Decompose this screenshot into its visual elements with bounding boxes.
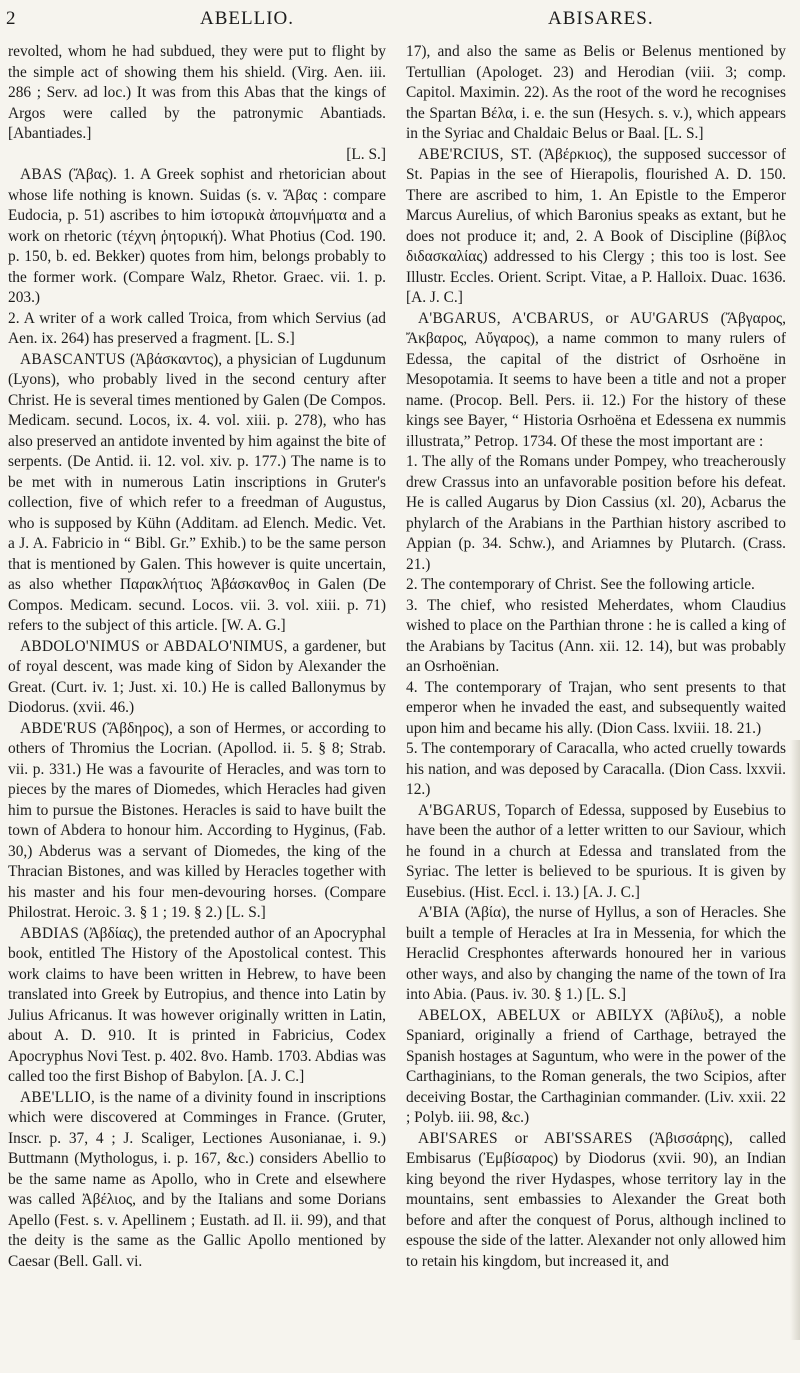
right-running-title: ABISARES. [548,8,654,29]
dictionary-entry [406,903,786,1006]
entry-text: 4. The contemporary of Trajan, who sent presents to that emperor when he invaded the east, and subsequently waited upon him and became his ally. (Dion Cass. lxviii. 18. 21.) [406,678,786,737]
entry-text: (Ἀβάσκαντος), a physician of Lugdunum (Lyons), who probably lived in the second century after Christ. He is several times mentioned by Galen (De Compos. Medicam. secund. Locos, ix. 4. vol. xiii. p. 278), who has also preserved an antidote invented by him against the bite of serpents. (De Antid. ii. 12. vol. xiv. p. 177.) The name is to be met with in numerous Latin inscriptions in Gruter's collection, five of which refer to a freedman of Augustus, who is supposed by Kühn (Additam. ad Elench. Medic. Vet. a J. A. Fabricio in “ Bibl. Gr.” Exhib.) to be the same person that is mentioned by Galen. This however is quite uncertain, as also whether Παρακλήτιος Ἀβάσκανθος in Galen (De Compos. Medicam. secund. Locos. vii. 3. vol. xiii. p. 71) refers to the subject of this article. [W. A. G.] [8,350,386,634]
entry-text: , is the name of a divinity found in inscriptions which were discovered at Comminges in France. (Gruter, Inscr. p. 37, 4 ; J. Scaliger, Lectiones Ausonianae, i. 9.) Buttmann (Mythologus, i. p. 167, &c.) considers Abellio to be the same name as Apollo, who in Crete and elsewhere was called Ἀβέλιος, and by the Italians and some Dorians Apello (Fest. s. v. Apellinem ; Eustath. ad Il. ii. 99), and that the deity is the same as the Gallic Apollo mentioned by Caesar (Bell. Gall. vi. [8,1088,386,1270]
entry-headword: ABDE'RUS [20,719,98,737]
dictionary-entry [8,165,386,309]
dictionary-entry [406,145,786,309]
entry-headword: A'BIA [418,904,460,921]
left-column [8,42,386,1362]
dictionary-entry [8,924,386,1088]
entry-continuation [406,596,786,678]
entry-text: (Ἀβέρκιος), the supposed successor of St. Papias in the see of Hierapolis, flourished A. D. 150. There are ascribed to him, 1. An Epistle to the Emperor Marcus Aurelius, of which Baronius speaks as extant, but he does not produce it; and, 2. A Book of Discipline (βίβλος διδασκαλίας) addressed to his Clergy ; this too is lost. See Illustr. Eccles. Orient. Script. Vitae, a P. Halloix. Duac. 1636. [A. J. C.] [406,145,786,306]
dictionary-entry [406,801,786,904]
entry-text: (Ἀβίλυξ), a noble Spaniard, originally a friend of Carthage, betrayed the Spanish hostages at Saguntum, who were in the power of the Carthaginians, to the Roman generals, the two Scipios, after deceiving Bostar, the Carthaginian commander. (Liv. xxii. 22 ; Polyb. iii. 98, &c.) [406,1006,786,1126]
dictionary-entry [406,1129,786,1273]
entry-continuation [406,678,786,740]
entry-text: 2. The contemporary of Christ. See the following article. [406,576,755,593]
entry-text: (Ἄβας). 1. A Greek sophist and rhetorician about whose life nothing is known. Suidas (s. v. Ἄβας : compare Eudocia, p. 51) ascribes to him ἱστορικὰ ἀπομνήματα and a work on rhetoric (τέχνη ῥητορική). What Photius (Cod. 190. p. 150, b. ed. Bekker) quotes from him, belongs probably to the former work. (Compare Walz, Rhetor. Graec. vii. 1. p. 203.) [8,166,386,306]
entry-headword: A'BGARUS, A'CBARUS, or AU'GARUS [418,309,710,327]
dictionary-entry [8,719,386,924]
entry-text: revolted, whom he had subdued, they were put to flight by the simple act of showing them his shield. (Virg. Aen. iii. 286 ; Serv. ad loc.) It was from this Abas that the kings of Argos were called by the patronymic Abantiads. [Abantiades.] [8,43,386,142]
page-binding-shadow [790,740,800,1340]
entry-text: 5. The contemporary of Caracalla, who acted cruelly towards his nation, and was deposed by Caracalla. (Dion Cass. lxxvii. 12.) [406,740,786,798]
running-header [0,4,800,32]
entry-headword: ABASCANTUS [20,350,126,368]
entry-headword: ABDIAS [20,924,80,942]
entry-text: 1. The ally of the Romans under Pompey, who treacherously drew Crassus into an unfavorable position before his defeat. He is called Augarus by Dion Cassius (xl. 20), Acbarus the phylarch of the Arabians in the Parthian history ascribed to Appian (p. 34. Schw.), and Ariamnes by Plutarch. (Crass. 21.) [406,453,786,573]
entry-text: (Ἄβγαρος, Ἄκβαρος, Αὔγαρος), a name common to many rulers of Edessa, the capital of the district of Osrhoëne in Mesopotamia. It seems to have been a title and not a proper name. (Procop. Bell. Pers. ii. 12.) For the history of these kings see Bayer, “ Historia Osrhoëna et Edessena ex nummis illustrata,” Petrop. 1734. Of these the most important are : [406,309,786,450]
entry-headword: ABDOLO'NIMUS or ABDALO'NIMUS [20,637,284,655]
dictionary-entry [8,350,386,637]
entry-continuation [406,452,786,575]
entry-headword: ABE'LLIO [20,1088,91,1106]
dictionary-entry [406,309,786,453]
entry-continuation [406,575,786,596]
entry-text: 17), and also the same as Belis or Belenus mentioned by Tertullian (Apologet. 23) and Herodian (viii. 3; comp. Capitol. Maximin. 22). As the root of the word he recognises the Spartan Βέλα, i. e. the sun (Hesych. s. v.), which appears in the Syriac and Chaldaic Belus or Baal. [L. S.] [406,43,786,142]
entry-text: , a gardener, but of royal descent, was made king of Sidon by Alexander the Great. (Curt. iv. 1; Just. xi. 10.) He is called Ballonymus by Diodorus. (xvii. 46.) [8,637,386,716]
entry-continuation [406,739,786,801]
entry-continuation [8,309,386,350]
page-number: 2 [6,8,17,29]
entry-headword: ABI'SARES or ABI'SSARES [418,1129,633,1147]
entry-headword: ABELOX, ABELUX or ABILYX [418,1006,654,1024]
entry-text: , Toparch of Edessa, supposed by Eusebius to have been the author of a letter written to our Saviour, which he found in a church at Edessa and translated from the Syriac. The letter is believed to be spurious. It is given by Eusebius. (Hist. Eccl. i. 13.) [A. J. C.] [406,801,786,901]
dictionary-entry [8,1088,386,1273]
entry-text: (Ἀβία), the nurse of Hyllus, a son of Heracles. She built a temple of Heracles at Ira in Messenia, for which the Heraclid Cresphontes afterwards honoured her in various other ways, and also by changing the name of the town of Ira into Abia. (Paus. iv. 30. § 1.) [L. S.] [406,904,786,1003]
dictionary-entry [8,637,386,719]
entry-headword: A'BGARUS [418,801,497,819]
entry-text: (Ἀβισσάρης), called Embisarus (Ἐμβίσαρος) by Diodorus (xvii. 90), an Indian king beyond the river Hydaspes, whose territory lay in the mountains, sent embassies to Alexander the Great both before and after the conquest of Porus, although inclined to espouse the side of the latter. Alexander not only allowed him to retain his kingdom, but increased it, and [406,1129,786,1270]
author-signature: [L. S.] [346,145,386,163]
right-column [406,42,786,1362]
entry-text: 3. The chief, who resisted Meherdates, whom Claudius wished to place on the Parthian throne : he is called a king of the Arabians by Tacitus (Ann. xii. 12. 14), but was probably an Osrhoënian. [406,596,786,675]
entry-continuation [8,42,386,145]
entry-text: 2. A writer of a work called Troica, from which Servius (ad Aen. ix. 264) has preserved a fragment. [L. S.] [8,309,386,347]
entry-text: (Ἀβδίας), the pretended author of an Apocryphal book, entitled The History of the Apostolical contest. This work claims to have been written in Hebrew, to have been translated into Greek by Eutropius, and thence into Latin by Julius Africanus. It was however originally written in Latin, about A. D. 910. It is printed in Fabricius, Codex Apocryphus Novi Test. p. 402. 8vo. Hamb. 1703. Abdias was called too the first Bishop of Babylon. [A. J. C.] [8,924,386,1085]
entry-continuation [406,42,786,145]
entry-headword: ABE'RCIUS, ST. [418,145,533,163]
left-running-title: ABELLIO. [200,8,295,29]
entry-headword: ABAS [20,166,63,183]
entry-text: (Ἄβδηρος), a son of Hermes, or according to others of Thromius the Locrian. (Apollod. ii. 5. § 8; Strab. vii. p. 331.) He was a favourite of Heracles, and was torn to pieces by the mares of Diomedes, which Heracles had given him to pursue the Bistones. Heracles is said to have built the town of Abdera to honour him. According to Hyginus, (Fab. 30,) Abderus was a servant of Diomedes, the king of the Thracian Bistones, and was killed by Heracles together with his master and his four men-devouring horses. (Compare Philostrat. Heroic. 3. § 1 ; 19. § 2.) [L. S.] [8,719,386,921]
dictionary-entry [406,1006,786,1129]
